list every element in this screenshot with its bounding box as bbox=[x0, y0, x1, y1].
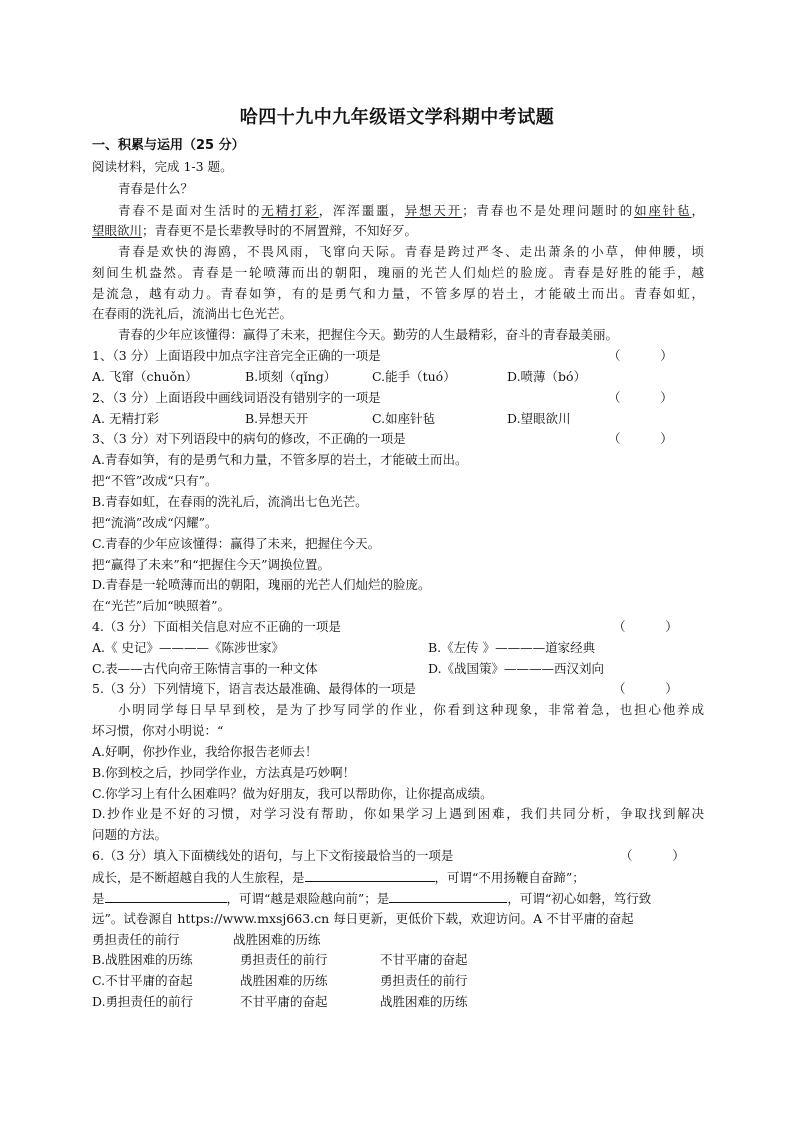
q5-option-d-cont: 问题的方法。 bbox=[92, 827, 168, 842]
q5-context-line-2: 坏习惯，你对小明说：“ bbox=[92, 723, 224, 738]
section-instruction: 阅读材料，完成 1-3 题。 bbox=[92, 159, 233, 174]
q1-option-b: B.顷刻（qǐng） bbox=[245, 369, 337, 384]
q2-option-c: C.如座针毡 bbox=[372, 411, 436, 426]
q3-option-a-fix: 把“不管”改成“只有”。 bbox=[92, 473, 218, 488]
q3-option-a: A.青春如笋，有的是勇气和力量，不管多厚的岩土，才能破土而出。 bbox=[92, 452, 468, 467]
q6-text-line-2: 是 ，可谓“越是艰险越向前”；是 ，可谓“初心如磐，笃行致 bbox=[92, 891, 652, 906]
question-1-stem: 1、（3 分）上面语段中加点字注音完全正确的一项是 bbox=[92, 348, 381, 363]
question-4-stem: 4.（3 分）下面相关信息对应不正确的一项是 bbox=[92, 619, 341, 634]
page-title: 哈四十九中九年级语文学科期中考试题 bbox=[239, 107, 555, 128]
q4-option-c: C.表——古代向帝王陈情言事的一种文体 bbox=[92, 661, 318, 676]
question-3-stem: 3、（3 分）对下列语段中的病句的修改，不正确的一项是 bbox=[92, 431, 406, 446]
q3-option-d-fix: 在“光芒”后加“映照着”。 bbox=[92, 598, 231, 613]
answer-parentheses: （ ） bbox=[608, 348, 673, 363]
q6-option-d-part-2: 不甘平庸的奋起 bbox=[240, 994, 328, 1009]
q2-option-d: D.望眼欲川 bbox=[507, 411, 571, 426]
passage-paragraph-1-line-1: 青春不是面对生活时的无精打彩，浑浑噩噩，异想天开；青春也不是处理问题时的如座针毡， bbox=[118, 203, 704, 218]
passage-paragraph-2-line-4: 在春雨的洗礼后，流淌出七色光芒。 bbox=[92, 306, 293, 321]
q3-option-b-fix: 把“流淌”改成“闪耀”。 bbox=[92, 515, 218, 530]
q3-option-c-fix: 把“赢得了未来”和“把握住今天”调换位置。 bbox=[92, 557, 331, 572]
q5-option-c: C.你学习上有什么困难吗？做为好朋友，我可以帮助你，让你提高成绩。 bbox=[92, 786, 493, 801]
answer-parentheses: （ ） bbox=[613, 681, 678, 696]
q4-option-b: B.《左传 》————道家经典 bbox=[428, 640, 596, 655]
q1-option-a: A. 飞窜（chuǒn） bbox=[92, 369, 198, 384]
question-2-stem: 2、（3 分）上面语段中画线词语没有错别字的一项是 bbox=[92, 390, 381, 405]
q6-option-d-part-3: 战胜困难的历练 bbox=[380, 994, 468, 1009]
answer-parentheses: （ ） bbox=[613, 619, 678, 634]
q6-option-b-part-1: B.战胜困难的历练 bbox=[92, 952, 193, 967]
q4-option-d: D.《战国策》————西汉刘向 bbox=[428, 661, 605, 676]
fill-blank-3[interactable] bbox=[389, 889, 507, 903]
passage-paragraph-1-line-2: 望眼欲川；青春更不是长辈教导时的不屑置辩，不知好歹。 bbox=[92, 223, 418, 238]
q6-text-line-1: 成长，是不断超越自我的人生旅程，是 ，可谓“不用扬鞭自奋蹄”； bbox=[92, 870, 585, 885]
passage-question: 青春是什么？ bbox=[118, 181, 194, 196]
q1-option-d: D.喷薄（bó） bbox=[507, 369, 587, 384]
q2-option-a: A. 无精打彩 bbox=[92, 411, 159, 426]
q5-option-a: A.好啊，你抄作业，我给你报告老师去！ bbox=[92, 744, 318, 759]
underlined-word-1: 无精打彩 bbox=[261, 203, 319, 218]
q4-option-a: A.《 史记》————《陈涉世家》 bbox=[92, 640, 284, 655]
q3-option-d: D.青春是一轮喷薄而出的朝阳，瑰丽的光芒人们灿烂的脸庞。 bbox=[92, 577, 431, 592]
fill-blank-1[interactable] bbox=[305, 868, 435, 882]
passage-paragraph-2-line-2: 刻间生机盎然。青春是一轮喷薄而出的朝阳，瑰丽的光芒人们灿烂的脸庞。青春是好胜的能手，越 bbox=[92, 265, 704, 280]
underlined-word-4: 望眼欲川 bbox=[92, 223, 143, 238]
q3-option-c: C.青春的少年应该懂得：赢得了未来，把握住今天。 bbox=[92, 536, 381, 551]
q6-option-c-part-2: 战胜困难的历练 bbox=[240, 973, 328, 988]
q6-option-b-part-3: 不甘平庸的奋起 bbox=[380, 952, 468, 967]
q5-option-d: D.抄作业是不好的习惯，对学习没有帮助，你如果学习上遇到困难，我们共同分析，争取找到解决 bbox=[92, 806, 704, 821]
q6-text-line-3: 远”。试卷源自 https://www.mxsj663.cn 每日更新，更低价下载，欢迎访问。A 不甘平庸的奋起 bbox=[92, 911, 634, 926]
q2-option-b: B.异想天开 bbox=[245, 411, 309, 426]
q5-option-b: B.你到校之后，抄同学作业，方法真是巧妙啊！ bbox=[92, 765, 356, 780]
passage-paragraph-2-line-3: 是流急，越有动力。青春如笋，有的是勇气和力量，不管多厚的岩土，才能破土而出。青春如虹， bbox=[92, 286, 704, 301]
q1-option-c: C.能手（tuó） bbox=[372, 369, 456, 384]
q3-option-b: B.青春如虹，在春雨的洗礼后，流淌出七色光芒。 bbox=[92, 494, 368, 509]
q6-option-b-part-2: 勇担责任的前行 bbox=[240, 952, 328, 967]
underlined-word-2: 异想天开 bbox=[404, 203, 463, 218]
underlined-word-3: 如座针毡 bbox=[634, 203, 692, 218]
q6-option-a-part-3: 战胜困难的历练 bbox=[233, 932, 321, 947]
answer-parentheses: （ ） bbox=[608, 390, 673, 405]
section-heading: 一、积累与运用（25 分） bbox=[92, 138, 245, 153]
passage-paragraph-3: 青春的少年应该懂得：赢得了未来，把握住今天。勤劳的人生最精彩，奋斗的青春最美丽。 bbox=[118, 327, 619, 342]
fill-blank-2[interactable] bbox=[105, 889, 227, 903]
question-5-stem: 5.（3 分）下列情境下，语言表达最准确、最得体的一项是 bbox=[92, 681, 416, 696]
q6-option-c-part-1: C.不甘平庸的奋起 bbox=[92, 973, 193, 988]
passage-paragraph-2-line-1: 青春是欢快的海鸥，不畏风雨，飞窜向天际。青春是跨过严冬、走出萧条的小草，伸伸腰，顷 bbox=[118, 244, 704, 259]
answer-parentheses: （ ） bbox=[620, 848, 685, 863]
answer-parentheses: （ ） bbox=[608, 431, 673, 446]
question-6-stem: 6.（3 分）填入下面横线处的语句，与上下文衔接最恰当的一项是 bbox=[92, 848, 454, 863]
q5-context-line-1: 小明同学每日早早到校，是为了抄写同学的作业，你看到这种现象，非常着急，也担心他养成 bbox=[118, 702, 704, 717]
q6-option-a-part-2: 勇担责任的前行 bbox=[92, 932, 180, 947]
q6-option-d-part-1: D.勇担责任的前行 bbox=[92, 994, 194, 1009]
q6-option-c-part-3: 勇担责任的前行 bbox=[380, 973, 468, 988]
